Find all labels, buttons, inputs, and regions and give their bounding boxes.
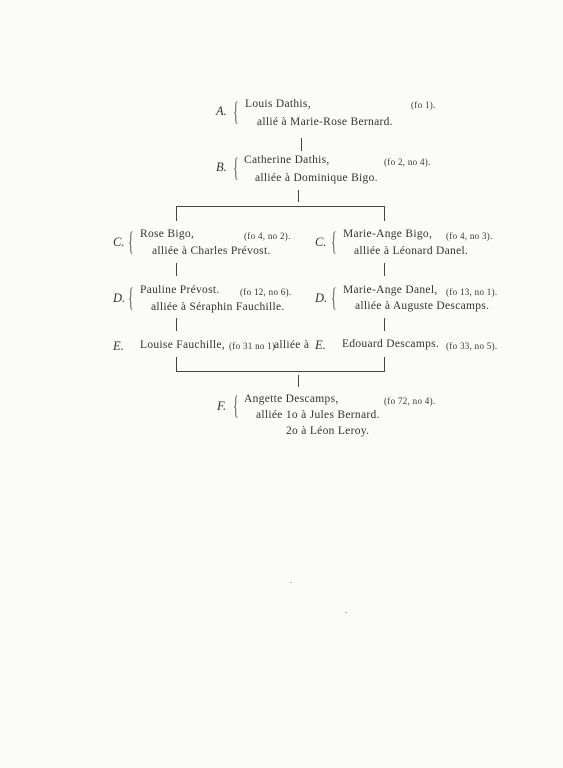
spouse-line: allié à Marie-Rose Bernard.: [257, 116, 393, 128]
spouse-line: alliée à Dominique Bigo.: [255, 172, 378, 184]
generation-letter: E.: [113, 339, 124, 353]
generation-letter: D.: [315, 291, 328, 305]
brace-icon: {: [233, 391, 239, 420]
branch-line: [176, 371, 384, 372]
folio-reference: (fo 4, no 2).: [244, 231, 291, 241]
person-name: Angette Descamps,: [244, 393, 339, 405]
brace-icon: {: [233, 153, 239, 182]
brace-icon: {: [331, 283, 337, 312]
connector-line: [298, 375, 299, 387]
person-name: Catherine Dathis,: [244, 154, 330, 166]
folio-reference: (fo 31 no 1): [229, 341, 276, 351]
brace-icon: {: [331, 227, 337, 256]
spouse-line: alliée à Auguste Descamps.: [355, 300, 490, 312]
branch-line: [176, 206, 384, 207]
generation-letter: D.: [113, 291, 126, 305]
marriage-connector: alliée à: [274, 339, 310, 351]
generation-letter: A.: [216, 104, 227, 118]
generation-letter: C.: [113, 235, 125, 249]
person-name: Marie-Ange Danel,: [343, 284, 438, 296]
person-name: Marie-Ange Bigo,: [343, 228, 433, 240]
paper-speck: [290, 582, 292, 583]
connector-line: [384, 206, 385, 221]
connector-line: [176, 263, 177, 276]
connector-line: [301, 138, 302, 151]
person-name: Edouard Descamps.: [342, 338, 440, 350]
folio-reference: (fo 12, no 6).: [240, 287, 292, 297]
spouse-line: alliée à Léonard Danel.: [354, 245, 469, 257]
folio-reference: (fo 1).: [411, 100, 436, 110]
person-name: Rose Bigo,: [140, 228, 195, 240]
connector-line: [176, 357, 177, 372]
connector-line: [384, 318, 385, 331]
brace-icon: {: [233, 97, 239, 126]
spouse-line: alliée à Séraphin Fauchille.: [151, 301, 285, 313]
folio-reference: (fo 4, no 3).: [446, 231, 493, 241]
connector-line: [298, 190, 299, 202]
brace-icon: {: [128, 227, 134, 256]
generation-letter: E.: [315, 338, 326, 352]
folio-reference: (fo 33, no 5).: [446, 341, 498, 351]
spouse-line: alliée à Charles Prévost.: [152, 245, 271, 257]
spouse-line: alliée 1o à Jules Bernard.: [256, 409, 380, 421]
person-name: Louise Fauchille,: [140, 339, 225, 351]
folio-reference: (fo 72, no 4).: [384, 396, 436, 406]
spouse-line-2: 2o à Léon Leroy.: [286, 425, 370, 437]
brace-icon: {: [128, 283, 134, 312]
connector-line: [384, 263, 385, 276]
generation-letter: F.: [217, 399, 227, 413]
person-name: Louis Dathis,: [245, 98, 311, 110]
generation-letter: B.: [216, 160, 227, 174]
folio-reference: (fo 13, no 1).: [446, 287, 498, 297]
person-name: Pauline Prévost.: [140, 284, 220, 296]
connector-line: [384, 357, 385, 372]
generation-letter: C.: [315, 235, 327, 249]
paper-speck: [345, 612, 347, 613]
connector-line: [176, 318, 177, 331]
folio-reference: (fo 2, no 4).: [384, 157, 431, 167]
connector-line: [176, 206, 177, 221]
